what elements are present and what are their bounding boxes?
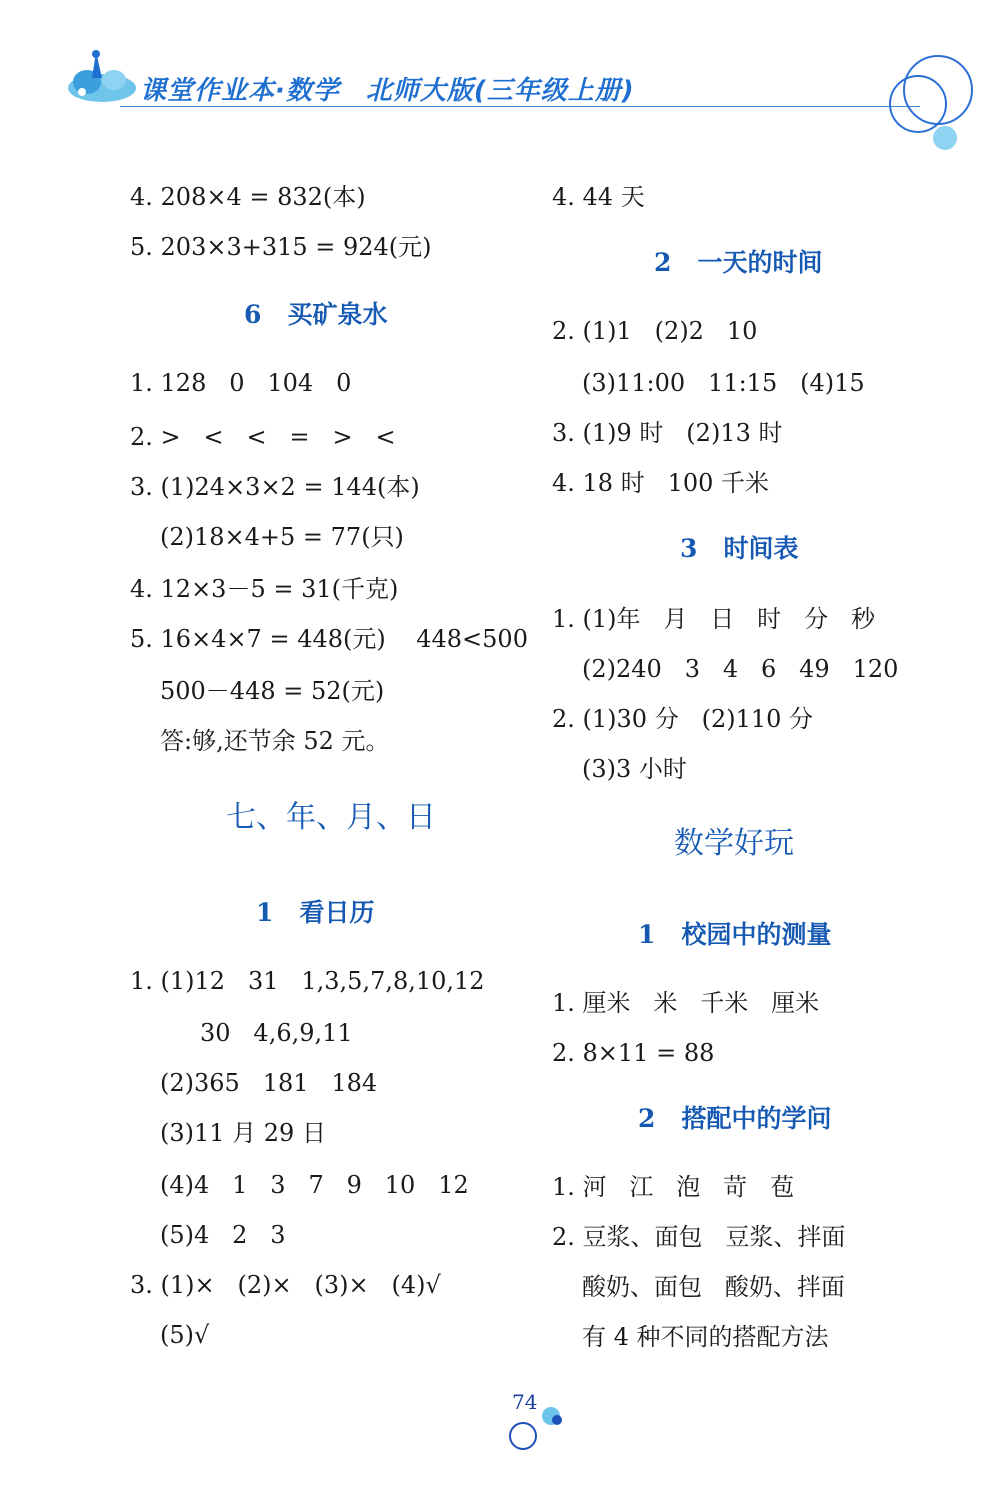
header-title [140, 70, 635, 107]
answer-line: 1. 厘米 米 千米 厘米 [552, 989, 820, 1017]
answer-line: 3. (1)24×3×2 = 144(本) [130, 473, 420, 501]
answer-line: 4. 12×3－5 = 31(千克) [130, 575, 399, 603]
header-title-part1: 课堂作业本·数学 [140, 76, 340, 106]
answer-line: 2. (1)30 分 (2)110 分 [552, 705, 814, 733]
answer-line: (2)18×4+5 = 77(只) [160, 523, 404, 551]
answer-line: 有 4 种不同的搭配方法 [582, 1323, 829, 1351]
answer-line: 5. 16×4×7 = 448(元) 448<500 [130, 625, 528, 653]
header-title-part2: 北师大版(三年级上册) [365, 76, 635, 106]
answer-line: 答:够,还节余 52 元。 [160, 727, 390, 755]
answer-line: 2. 豆浆、面包 豆浆、拌面 [552, 1223, 846, 1251]
answer-line: (3)11:00 11:15 (4)15 [582, 369, 865, 397]
answer-line: 500－448 = 52(元) [160, 677, 385, 705]
answer-line: (3)3 小时 [582, 755, 687, 783]
answer-line: 4. 18 时 100 千米 [552, 469, 770, 497]
chapter-heading: 七、年、月、日 [226, 800, 436, 835]
answer-line: 5. 203×3+315 = 924(元) [130, 233, 432, 261]
answer-line: (5)√ [160, 1321, 210, 1349]
answer-line: 3. (1)× (2)× (3)× (4)√ [130, 1271, 441, 1299]
header-decoration-icon [62, 48, 142, 108]
answer-line: 1. 河 江 泡 苛 苞 [552, 1173, 795, 1201]
section-heading: 6 买矿泉水 [244, 300, 388, 329]
answer-line: 2. > < < = > < [130, 423, 396, 451]
answer-line: 酸奶、面包 酸奶、拌面 [582, 1273, 845, 1301]
answer-line: 1. 128 0 104 0 [130, 369, 352, 397]
page-header [0, 0, 1000, 170]
section-heading: 2 一天的时间 [654, 248, 823, 277]
answer-line: (5)4 2 3 [160, 1221, 286, 1249]
answer-line: 2. 8×11 = 88 [552, 1039, 715, 1067]
page-number: 74 [512, 1390, 538, 1414]
section-heading: 3 时间表 [680, 534, 799, 563]
answer-line: 1. (1)12 31 1,3,5,7,8,10,12 [130, 967, 485, 995]
section-heading: 1 看日历 [256, 898, 375, 927]
answer-line: 4. 208×4 = 832(本) [130, 183, 366, 211]
section-heading: 2 搭配中的学问 [638, 1104, 832, 1133]
answer-line: (2)365 181 184 [160, 1069, 378, 1097]
answer-line: 4. 44 天 [552, 183, 645, 211]
chapter-heading: 数学好玩 [674, 826, 794, 861]
section-heading: 1 校园中的测量 [638, 920, 832, 949]
answer-line: (4)4 1 3 7 9 10 12 [160, 1171, 469, 1199]
circles-decoration-icon [880, 52, 980, 162]
answer-line: 3. (1)9 时 (2)13 时 [552, 419, 783, 447]
answer-line: (3)11 月 29 日 [160, 1119, 326, 1147]
answer-line: 1. (1)年 月 日 时 分 秒 [552, 605, 875, 633]
page-bubble-icon [505, 1398, 575, 1458]
answer-line: 30 4,6,9,11 [200, 1019, 353, 1047]
header-rule [120, 106, 920, 107]
answer-line: (2)240 3 4 6 49 120 [582, 655, 899, 683]
answer-line: 2. (1)1 (2)2 10 [552, 317, 758, 345]
